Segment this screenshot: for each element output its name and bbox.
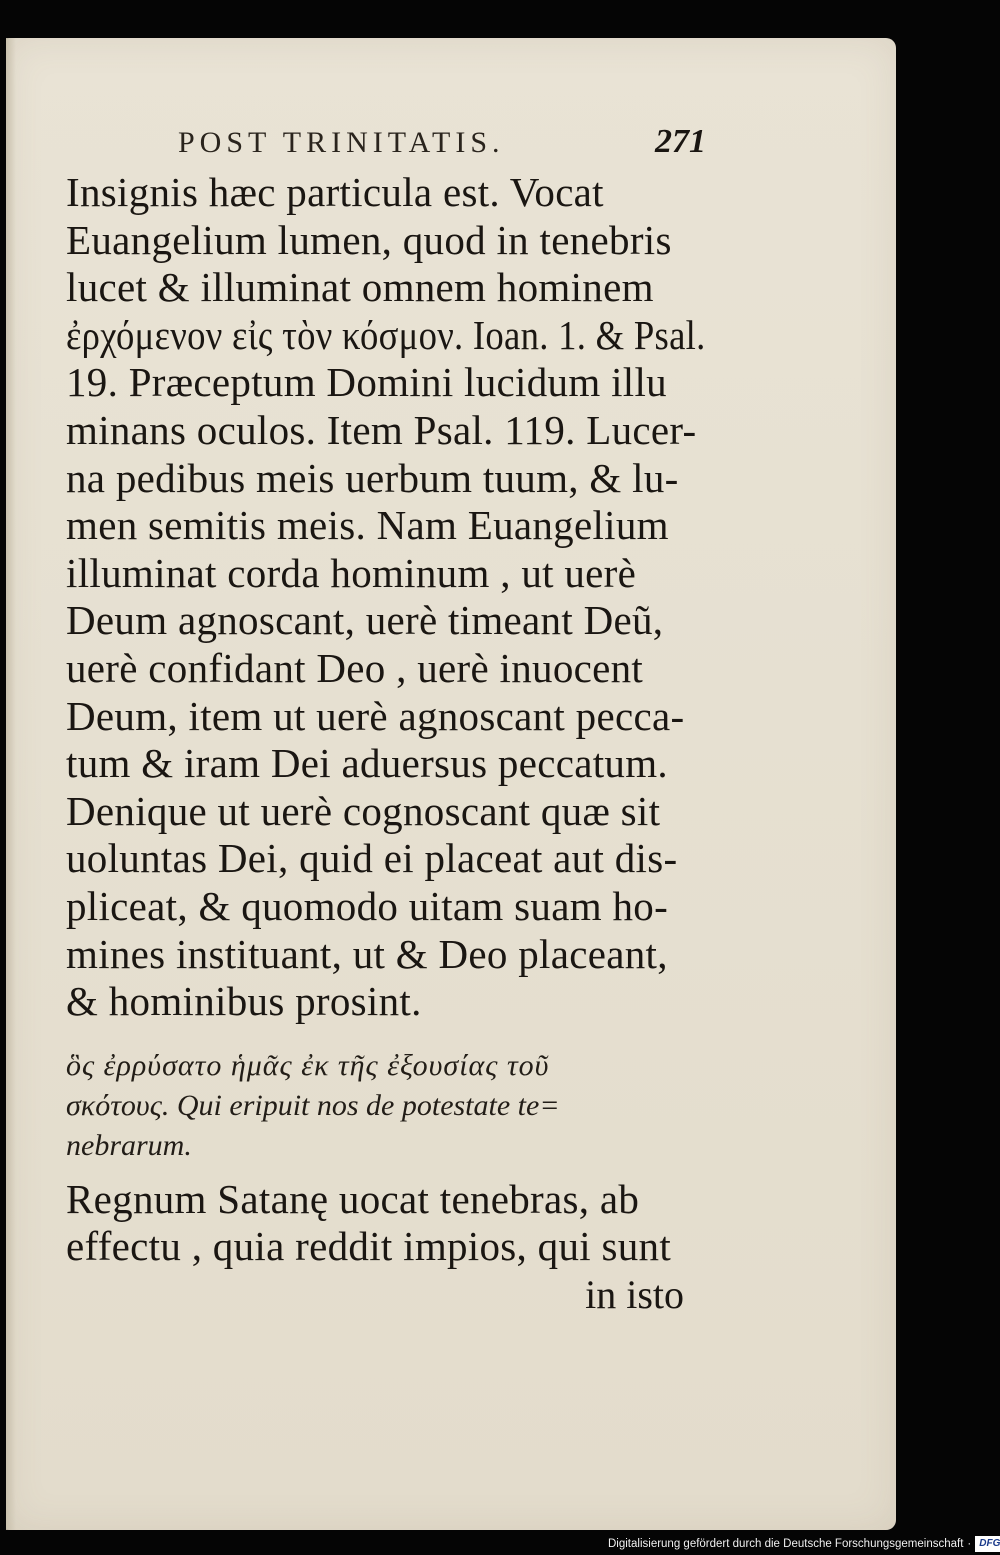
text-line: & hominibus prosint. — [66, 978, 422, 1025]
credit-separator: · — [967, 1538, 972, 1550]
text-line: Denique ut uerè cognoscant quæ sit — [66, 787, 661, 834]
paragraph-1 — [66, 169, 706, 1026]
text-line: effectu , quia reddit impios, qui sunt — [66, 1223, 672, 1270]
catchword: in isto — [585, 1271, 684, 1317]
digitization-credit — [608, 1535, 1000, 1553]
page-number: 271 — [655, 123, 706, 160]
text-line: Deum agnoscant, uerè timeant Deũ, — [66, 597, 664, 644]
text-line: Euangelium lumen, quod in tenebris — [66, 216, 672, 263]
scripture-quote — [66, 1046, 706, 1166]
running-head — [66, 123, 706, 169]
quote-line-greek: ὃς ἐρρύσατο ἡμᾶς ἐκ τῆς ἐξουσίας τοῦ — [66, 1048, 550, 1082]
text-line: pliceat, & quomodo uitam suam ho- — [66, 882, 669, 929]
text-line: 19. Præceptum Domini lucidum illu — [66, 359, 667, 406]
quote-line: σκότους. Qui eripuit nos de potestate te= — [66, 1088, 560, 1122]
text-line: Insignis hæc particula est. Vocat — [66, 169, 604, 215]
text-line: uoluntas Dei, quid ei placeat aut dis- — [66, 835, 678, 882]
text-line: ἐρχόμενον εἰς τὸν κόσμον. Ioan. 1. & Psal. — [66, 311, 706, 358]
dfg-logo: DFG — [975, 1536, 1000, 1552]
text-line: uerè confidant Deo , uerè inuocent — [66, 644, 644, 691]
text-line: illuminat corda hominum , ut uerè — [66, 549, 637, 596]
text-block — [66, 123, 706, 1318]
text-line: lucet & illuminat omnem hominem — [66, 264, 654, 311]
running-title: POST TRINITATIS. — [178, 126, 505, 159]
book-page — [6, 38, 896, 1530]
text-line: mines instituant, ut & Deo placeant, — [66, 930, 668, 977]
paragraph-2 — [66, 1176, 706, 1271]
text-line: minans oculos. Item Psal. 119. Lucer- — [66, 406, 697, 453]
text-line: Deum, item ut uerè agnoscant pecca- — [66, 692, 685, 739]
text-line: men semitis meis. Nam Euangelium — [66, 502, 669, 549]
page-gutter-shadow — [6, 38, 16, 1530]
quote-line: nebrarum. — [66, 1128, 192, 1162]
text-line: Regnum Satanę uocat tenebras, ab — [66, 1175, 640, 1222]
credit-text: Digitalisierung gefördert durch die Deutsche Forschungsgemeinschaft — [608, 1538, 964, 1550]
text-line: na pedibus meis uerbum tuum, & lu- — [66, 454, 679, 501]
text-line: tum & iram Dei aduersus peccatum. — [66, 740, 668, 787]
